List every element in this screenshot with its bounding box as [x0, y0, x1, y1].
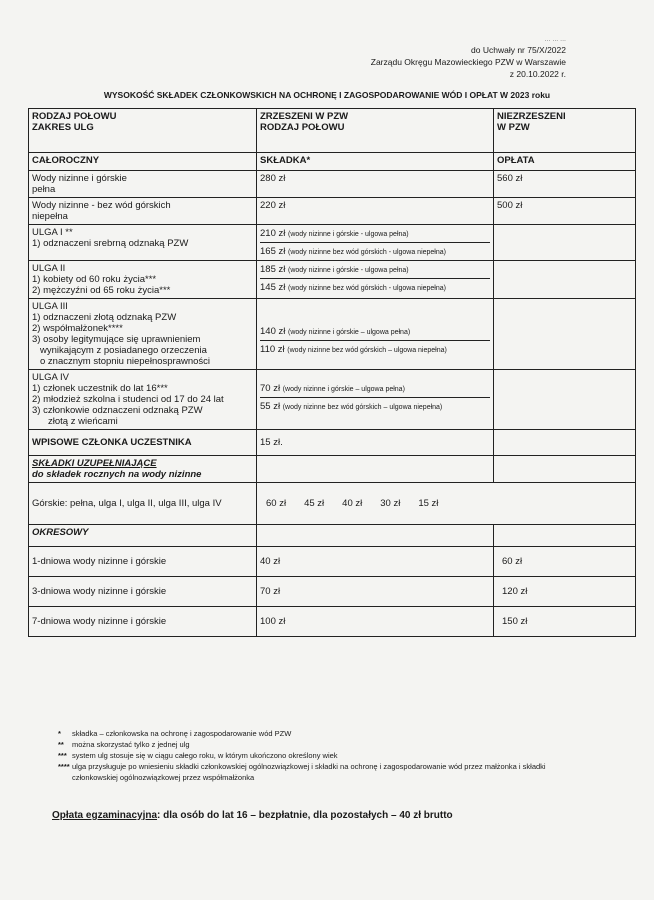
- mountain-fee-ulga4: 15 zł: [418, 498, 439, 509]
- header-col1-line1: RODZAJ POŁOWU: [32, 111, 117, 122]
- ulga1-fees: [257, 225, 494, 261]
- table-row: [29, 171, 636, 198]
- ulga4-fee-b-note: (wody nizinne bez wód górskich – ulgowa niepełna): [282, 404, 443, 411]
- ulga1-fee-a-note: (wody nizinne i górskie - ulgowa pełna): [288, 231, 409, 238]
- footnote: [58, 761, 578, 783]
- entry-fee-value: 15 zł.: [257, 430, 494, 456]
- footnote-mark-4: ****: [58, 762, 70, 771]
- footnotes: [58, 728, 578, 783]
- table-row: [29, 547, 636, 577]
- ulga3-item3: 3) osoby legitymujące się uprawnieniem: [32, 334, 201, 345]
- ulga4-empty: [494, 370, 636, 430]
- table-row: [29, 370, 636, 430]
- ulga3-fee-b-note: (wody nizinne bez wód górskich – ulgowa niepełna): [287, 347, 447, 354]
- mountain-fee-ulga2: 40 zł: [342, 498, 363, 509]
- ulga2-item2: 2) mężczyźni od 65 roku życia***: [32, 285, 171, 296]
- ulga3-title: ULGA III: [32, 301, 68, 312]
- header-cut-text: ... ... ...: [544, 36, 566, 43]
- entry-fee-empty: [494, 430, 636, 456]
- row-full-label: [29, 171, 257, 198]
- entry-fee-label: WPISOWE CZŁONKA UCZESTNIKA: [29, 430, 257, 456]
- ulga1-fee-a: [260, 225, 490, 243]
- day7-fee: 100 zł: [257, 607, 494, 637]
- footnote-mark-3: ***: [58, 751, 67, 760]
- footnote: [58, 750, 578, 761]
- header-col3-line2: W PZW: [497, 122, 530, 133]
- ulga2-label: [29, 261, 257, 299]
- ulga1-label: [29, 225, 257, 261]
- ulga2-fee-b-note: (wody nizinne bez wód górskich - ulgowa niepełna): [288, 285, 446, 292]
- ulga1-item1: 1) odznaczeni srebrną odznaką PZW: [32, 238, 189, 249]
- footnote: [58, 728, 578, 739]
- ulga4-fee-b: [260, 398, 490, 415]
- ulga3-fees: [257, 299, 494, 370]
- day1-label: 1-dniowa wody nizinne i górskie: [29, 547, 257, 577]
- supplement-line2: do składek rocznych na wody nizinne: [32, 469, 202, 480]
- periodic-empty-2: [257, 525, 494, 547]
- header-line-3: z 20.10.2022 r.: [509, 69, 566, 79]
- day7-fee-unorg: 150 zł: [494, 607, 636, 637]
- ulga3-item2: 2) współmałżonek****: [32, 323, 123, 334]
- supplement-line1: SKŁADKI UZUPEŁNIAJĄCE: [32, 458, 157, 469]
- ulga2-empty: [494, 261, 636, 299]
- footnote-text-1: składka – członkowska na ochronę i zagospodarowanie wód PZW: [72, 729, 292, 738]
- ulga1-fee-a-value: 210 zł: [260, 228, 286, 239]
- ulga1-title: ULGA I **: [32, 227, 73, 238]
- resolution-reference: [371, 36, 566, 80]
- ulga3-fee-b-value: 110 zł: [260, 344, 285, 355]
- row-full-label-2: pełna: [32, 184, 56, 195]
- fees-table: [28, 108, 636, 637]
- header-cell-nonmembers: [494, 109, 636, 153]
- header-col1-line2: ZAKRES ULG: [32, 122, 94, 133]
- table-header-row: [29, 109, 636, 153]
- footnote-text-4: ulga przysługuje po wniesieniu składki członkowskiej ogólnozwiązkowej i składki na ochronę i zagospodarowanie wód przez małżonka i składki członkowskiej ogólnozwiązkowej przez współmałżonka: [72, 762, 546, 782]
- exam-fee-text: : dla osób do lat 16 – bezpłatnie, dla pozostałych – 40 zł brutto: [157, 810, 453, 821]
- row-lowland-label-2: niepełna: [32, 211, 68, 222]
- ulga4-fees: [257, 370, 494, 430]
- footnote-mark-2: **: [58, 740, 64, 749]
- ulga3-item1: 1) odznaczeni złotą odznaką PZW: [32, 312, 177, 323]
- table-row: [29, 577, 636, 607]
- ulga4-item1: 1) członek uczestnik do lat 16***: [32, 383, 168, 394]
- supplement-empty-2: [257, 456, 494, 483]
- ulga3-fee-a-value: 140 zł: [260, 326, 286, 337]
- table-row: [29, 261, 636, 299]
- mountain-fees: [257, 483, 636, 525]
- day3-fee-unorg: 120 zł: [494, 577, 636, 607]
- section-year-col3: OPŁATA: [494, 153, 636, 171]
- ulga4-fee-a-note: (wody nizinne i górskie – ulgowa pełna): [282, 386, 405, 393]
- header-col2-line2: RODZAJ POŁOWU: [260, 122, 345, 133]
- ulga4-fee-a-value: 70 zł: [260, 383, 281, 394]
- row-full-label-1: Wody nizinne i górskie: [32, 173, 127, 184]
- row-lowland-fee-unorg: 500 zł: [494, 198, 636, 225]
- day3-label: 3-dniowa wody nizinne i górskie: [29, 577, 257, 607]
- header-line-1: do Uchwały nr 75/X/2022: [471, 45, 566, 55]
- ulga3-fee-a-note: (wody nizinne i górskie – ulgowa pełna): [288, 329, 411, 336]
- supplement-label: [29, 456, 257, 483]
- ulga4-item3b: złotą z wieńcami: [48, 416, 118, 427]
- table-row: [29, 198, 636, 225]
- ulga3-fee-a: [260, 323, 490, 341]
- ulga2-fee-a-note: (wody nizinne i górskie - ulgowa pełna): [288, 267, 409, 274]
- ulga1-fee-b-note: (wody nizinne bez wód górskich - ulgowa niepełna): [288, 249, 446, 256]
- exam-fee-label: Opłata egzaminacyjna: [52, 810, 158, 821]
- ulga2-title: ULGA II: [32, 263, 66, 274]
- table-row: [29, 456, 636, 483]
- section-periodic-row: [29, 525, 636, 547]
- header-cell-type: [29, 109, 257, 153]
- day1-fee-unorg: 60 zł: [494, 547, 636, 577]
- footnote-text-2: można skorzystać tylko z jednej ulg: [72, 740, 190, 749]
- mountain-fee-full: 60 zł: [266, 498, 287, 509]
- header-line-2: Zarządu Okręgu Mazowieckiego PZW w Warszawie: [370, 57, 566, 67]
- mountain-label: Górskie: pełna, ulga I, ulga II, ulga III, ulga IV: [29, 483, 257, 525]
- table-row: [29, 430, 636, 456]
- ulga4-fee-b-value: 55 zł: [260, 401, 281, 412]
- row-lowland-label-1: Wody nizinne - bez wód górskich: [32, 200, 171, 211]
- exam-fee-note: [52, 810, 453, 821]
- ulga4-title: ULGA IV: [32, 372, 69, 383]
- ulga1-fee-b-value: 165 zł: [260, 246, 286, 257]
- ulga1-fee-b: [260, 243, 490, 260]
- header-cell-members: [257, 109, 494, 153]
- ulga3-item3c: o znacznym stopniu niepełnosprawności: [40, 356, 211, 367]
- supplement-empty-3: [494, 456, 636, 483]
- header-col2-line1: ZRZESZENI W PZW: [260, 111, 349, 122]
- table-row: [29, 483, 636, 525]
- row-lowland-label: [29, 198, 257, 225]
- periodic-empty-3: [494, 525, 636, 547]
- ulga1-empty: [494, 225, 636, 261]
- mountain-fee-ulga1: 45 zł: [304, 498, 325, 509]
- ulga4-label: [29, 370, 257, 430]
- table-row: [29, 225, 636, 261]
- day3-fee: 70 zł: [257, 577, 494, 607]
- ulga2-fees: [257, 261, 494, 299]
- section-year-label: CAŁOROCZNY: [29, 153, 257, 171]
- header-col3-line1: NIEZRZESZENI: [497, 111, 566, 122]
- ulga3-empty: [494, 299, 636, 370]
- row-full-fee: 280 zł: [257, 171, 494, 198]
- footnote-text-3: system ulg stosuje się w ciągu całego roku, w którym ukończono określony wiek: [72, 751, 338, 760]
- mountain-fee-ulga3: 30 zł: [380, 498, 401, 509]
- section-year-row: [29, 153, 636, 171]
- ulga4-fee-a: [260, 380, 490, 398]
- table-row: [29, 607, 636, 637]
- ulga3-label: [29, 299, 257, 370]
- ulga4-item2: 2) młodzież szkolna i studenci od 17 do 24 lat: [32, 394, 224, 405]
- ulga2-item1: 1) kobiety od 60 roku życia***: [32, 274, 157, 285]
- document-title: WYSOKOŚĆ SKŁADEK CZŁONKOWSKICH NA OCHRONĘ I ZAGOSPODAROWANIE WÓD I OPŁAT W 2023 roku: [103, 90, 551, 100]
- row-full-fee-unorg: 560 zł: [494, 171, 636, 198]
- day1-fee: 40 zł: [257, 547, 494, 577]
- ulga3-item3b: wynikającym z posiadanego orzeczenia: [40, 345, 207, 356]
- ulga2-fee-a-value: 185 zł: [260, 264, 286, 275]
- ulga2-fee-b-value: 145 zł: [260, 282, 286, 293]
- table-row: [29, 299, 636, 370]
- ulga3-fee-b: [260, 341, 490, 358]
- section-year-col2: SKŁADKA*: [257, 153, 494, 171]
- day7-label: 7-dniowa wody nizinne i górskie: [29, 607, 257, 637]
- footnote: [58, 739, 578, 750]
- row-lowland-fee: 220 zł: [257, 198, 494, 225]
- periodic-label: OKRESOWY: [29, 525, 257, 547]
- footnote-mark-1: *: [58, 729, 61, 738]
- ulga2-fee-a: [260, 261, 490, 279]
- ulga2-fee-b: [260, 279, 490, 296]
- ulga4-item3: 3) członkowie odznaczeni odznaką PZW: [32, 405, 203, 416]
